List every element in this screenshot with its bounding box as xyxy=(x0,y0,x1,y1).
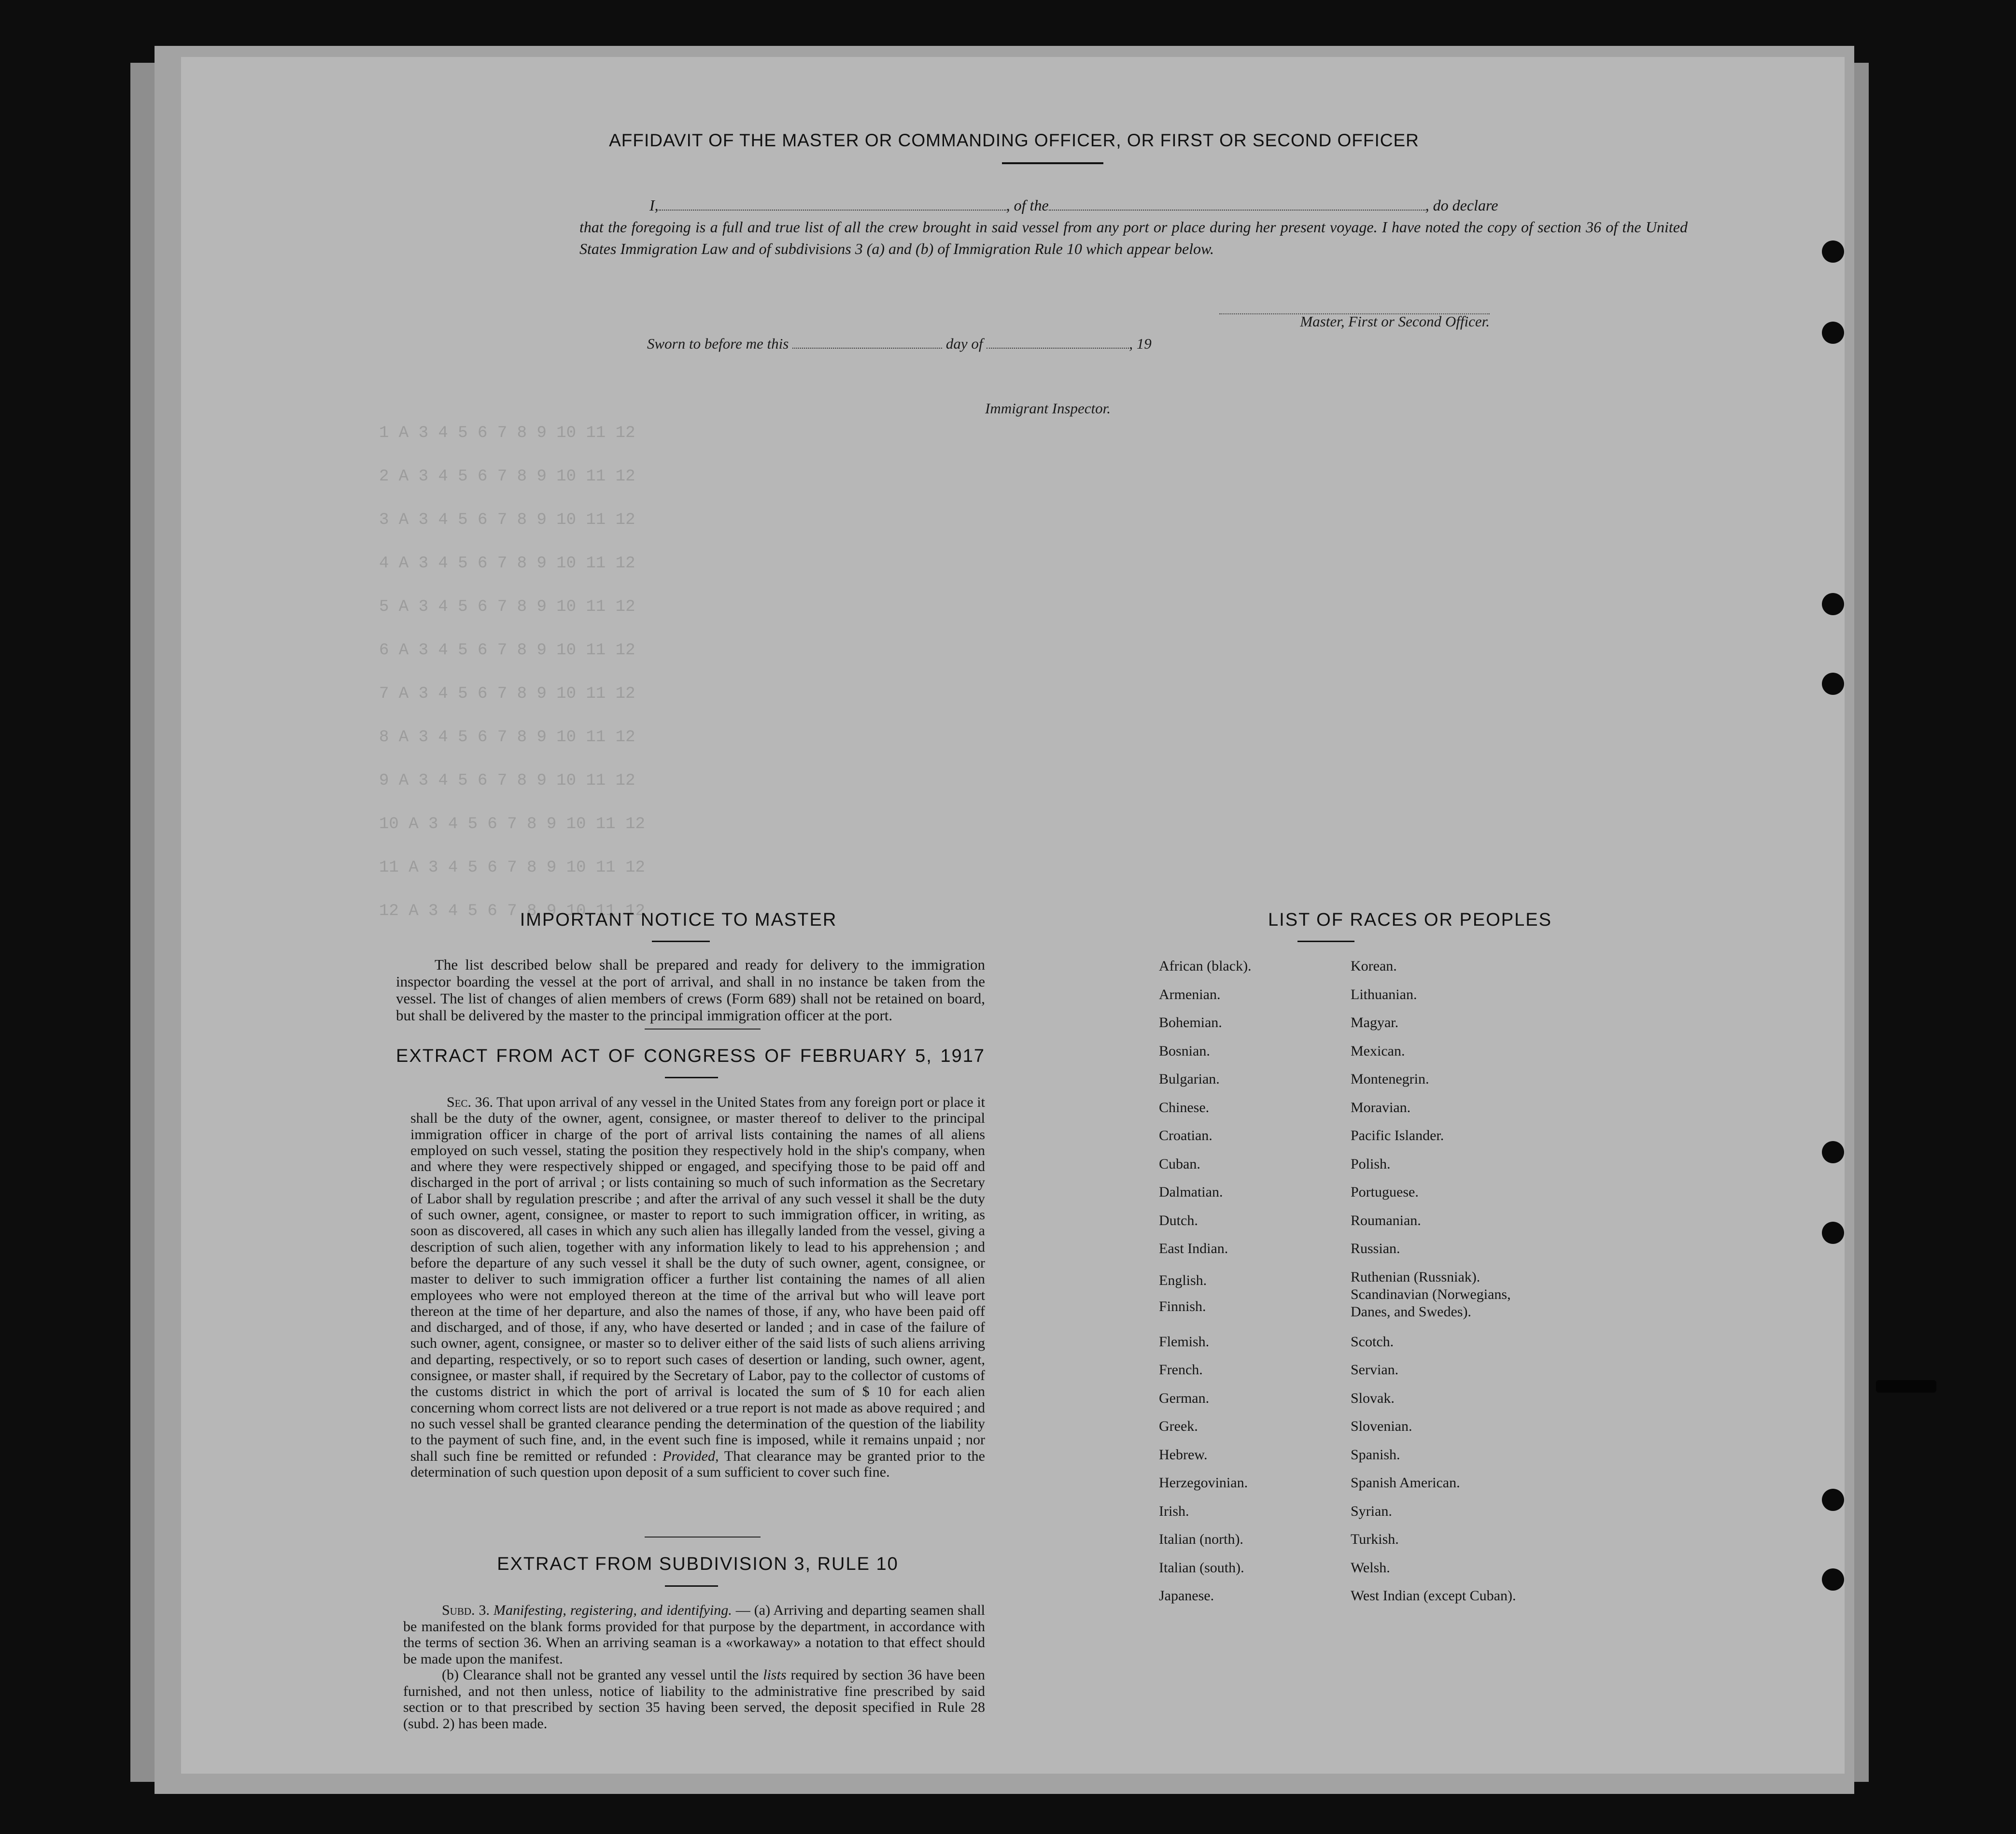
affidavit-title-rule xyxy=(1002,162,1103,164)
sworn-line xyxy=(647,335,1152,353)
notice-body xyxy=(396,956,985,1024)
race-item: Russian. xyxy=(1351,1241,1400,1256)
notice-title-rule xyxy=(652,941,710,942)
race-item: East Indian. xyxy=(1159,1241,1228,1256)
race-item: Scotch. xyxy=(1351,1334,1394,1350)
race-item: Lithuanian. xyxy=(1351,987,1417,1002)
race-item: Flemish. xyxy=(1159,1334,1210,1350)
race-item: Spanish American. xyxy=(1351,1475,1460,1491)
affidavit-declaration xyxy=(579,195,1688,260)
race-item: Roumanian. xyxy=(1351,1213,1421,1228)
race-item: Greek. xyxy=(1159,1418,1198,1434)
year-label: , 19 xyxy=(1129,335,1152,352)
race-item: Slovak. xyxy=(1351,1390,1395,1406)
race-item: Mexican. xyxy=(1351,1043,1405,1059)
act-divider xyxy=(645,1537,761,1538)
punch-hole xyxy=(1822,1489,1844,1511)
race-item: Dalmatian. xyxy=(1159,1184,1223,1200)
act-section-label: Sec. 36. xyxy=(447,1094,493,1110)
punch-hole xyxy=(1822,593,1844,615)
race-item: Armenian. xyxy=(1159,987,1221,1002)
rule-subd-heading: Manifesting, registering, and identifying. xyxy=(493,1602,732,1618)
act-text: That upon arrival of any vessel in the United States from any foreign port or place it shall be the duty of the owner, agent, consignee, or master thereof to deliver to the principal immigration officer in charge of the port of arrival lists containing the names of all aliens employed on such vessel, stating the position they respectively hold in the ship's company, when and where they were respectively shipped or engaged, and specifying those to be paid off and discharged in the port of arrival ; or lists containing so much of such information as the Secretary of Labor shall by regulation prescribe ; and after the arrival of any such vessel it shall be the duty of such owner, agent, consignee, or master to report to such immigration officer, in writing, as soon as discovered, all cases in which any such alien has illegally landed from the vessel, giving a description of such alien, together with any information likely to lead to his apprehension ; and before the departure of any such vessel it shall be the duty of such owner, agent, consignee, or master to deliver to such immigration officer a further list containing the names of all alien employees who were not employed thereon at the time of the arrival but who will leave port thereon at the time of her departure, and also the names of those, if any, who have been paid off and discharged, and of those, if any, who have deserted or landed ; and in case of the failure of such owner, agent, consignee, or master so to deliver either of the said lists of such aliens arriving and departing, respectively, or so to report such cases of desertion or landing, such owner, agent, consignee, or master shall, if required by the Secretary of Labor, pay to the collector of customs of the customs district in which the port of arrival is located the sum of $ 10 for each alien concerning whom correct lists are not delivered or a true report is not made as above required ; and no such vessel shall be granted clearance pending the determination of the question of the liability to the payment of such fine, and, in the event such fine is imposed, while it remains unpaid ; nor shall such fine be remitted or refunded : xyxy=(410,1094,985,1464)
race-item: Portuguese. xyxy=(1351,1184,1419,1200)
punch-hole xyxy=(1822,322,1844,344)
race-item: Dutch. xyxy=(1159,1213,1198,1228)
race-item: Servian. xyxy=(1351,1362,1399,1378)
punch-hole xyxy=(1822,240,1844,263)
race-item: Moravian. xyxy=(1351,1100,1411,1115)
affidavit-title: AFFIDAVIT OF THE MASTER OR COMMANDING OFFICER, OR FIRST OR SECOND OFFICER xyxy=(609,130,1419,150)
punch-hole xyxy=(1822,673,1844,695)
vessel-field[interactable] xyxy=(1049,210,1425,211)
sworn-label: Sworn to before me this xyxy=(647,335,789,352)
punch-hole xyxy=(1822,1568,1844,1591)
rule-subd-label: Subd. 3. xyxy=(442,1602,490,1618)
act-body xyxy=(410,1094,985,1480)
inspector-label: Immigrant Inspector. xyxy=(985,400,1111,417)
sworn-month-field[interactable] xyxy=(987,348,1129,349)
act-title: EXTRACT FROM ACT OF CONGRESS OF FEBRUARY 5, 1917 xyxy=(396,1046,985,1066)
rule-body xyxy=(403,1602,985,1732)
notice-divider xyxy=(645,1029,761,1030)
race-item: Japanese. xyxy=(1159,1588,1214,1604)
race-item: Turkish. xyxy=(1351,1531,1399,1547)
affidavit-do-declare: , do declare xyxy=(1425,197,1498,214)
rule-para-b-rest: required by section 36 have been furnished, and not then unless, notice of liability to the administrative fine prescribed by said section or to that prescribed by section 35 having been served, the deposit specified in Rule 28 (subd. 2) has been made. xyxy=(403,1667,985,1732)
rule-title: EXTRACT FROM SUBDIVISION 3, RULE 10 xyxy=(497,1554,899,1574)
race-item: Cuban. xyxy=(1159,1156,1200,1172)
race-item: Polish. xyxy=(1351,1156,1391,1172)
race-item: Magyar. xyxy=(1351,1015,1399,1030)
race-item: Montenegrin. xyxy=(1351,1071,1429,1087)
sworn-day-field[interactable] xyxy=(792,348,942,349)
race-item: Bosnian. xyxy=(1159,1043,1210,1059)
race-item: German. xyxy=(1159,1390,1210,1406)
rule-title-rule xyxy=(665,1585,718,1587)
race-item: Slovenian. xyxy=(1351,1418,1412,1434)
race-item: French. xyxy=(1159,1362,1203,1378)
signature-label: Master, First or Second Officer. xyxy=(1300,313,1490,330)
race-item: Scandinavian (Norwegians, xyxy=(1351,1286,1511,1302)
race-item: African (black). xyxy=(1159,958,1252,974)
race-item: Danes, and Swedes). xyxy=(1351,1304,1471,1320)
notice-title: IMPORTANT NOTICE TO MASTER xyxy=(520,910,837,930)
rule-para-b-start: (b) Clearance shall not be granted any vessel until the xyxy=(442,1667,759,1683)
race-item: English. xyxy=(1159,1272,1207,1288)
race-item: Syrian. xyxy=(1351,1503,1392,1519)
race-item: Bohemian. xyxy=(1159,1015,1222,1030)
race-item: Welsh. xyxy=(1351,1560,1390,1576)
race-item: Irish. xyxy=(1159,1503,1189,1519)
day-of-label: day of xyxy=(945,335,983,352)
name-field[interactable] xyxy=(659,210,1006,211)
notice-text: The list described below shall be prepared and ready for delivery to the immigration inspector boarding the vessel at the port of arrival, and shall in no instance be taken from the vessel. The list of changes of alien members of crews (Form 689) shall not be retained on board, but shall be delivered by the master to the principal immigration officer at the port. xyxy=(396,956,985,1024)
race-item: Chinese. xyxy=(1159,1100,1210,1115)
affidavit-of-the: , of the xyxy=(1006,197,1049,214)
act-title-rule xyxy=(665,1077,718,1078)
race-item: Bulgarian. xyxy=(1159,1071,1220,1087)
race-item: Italian (north). xyxy=(1159,1531,1243,1547)
punch-hole xyxy=(1822,1222,1844,1244)
races-title: LIST OF RACES OR PEOPLES xyxy=(1268,910,1552,930)
punch-hole xyxy=(1822,1141,1844,1163)
race-item: Italian (south). xyxy=(1159,1560,1244,1576)
race-item: Spanish. xyxy=(1351,1447,1400,1463)
races-title-rule xyxy=(1297,941,1354,942)
race-item: Finnish. xyxy=(1159,1298,1206,1314)
race-item: Croatian. xyxy=(1159,1128,1212,1143)
binder-clip xyxy=(1876,1380,1936,1393)
race-item: Korean. xyxy=(1351,958,1397,974)
act-proviso-text: That clearance may be granted prior to the determination of such question upon deposit of a sum sufficient to cover such fine. xyxy=(410,1448,985,1480)
affidavit-i: I, xyxy=(649,197,659,214)
rule-para-b-lists: lists xyxy=(763,1667,787,1683)
manifest-sheet: 1 A 3 4 5 6 7 8 9 10 11 12 2 A 3 4 5 6 7 8 9 10 11 12 3 A 3 4 5 6 7 8 9 10 11 12 4 A 3 4 5 6 7 8 9 10 11 12 5 A 3 4 5 6 7 8 9 10 11 12 6 A 3 4 5 6 7 8 9 10 11 12 7 A 3 4 5 6 7 8 9 10 11 12 8 A 3 4 5 6 7 8 9 10 11 12 9 A 3 4 5 6 7 8 9 10 11 12 10 A 3 4 5 6 7 8 9 10 11 12 11 A 3 4 5 6 7 8 9 10 11 12 12 A 3 4 5 6 7 8 9 10 11 12 AFFIDAVIT OF THE MASTER OR COMMANDING OFFICER, OR FIRST OR SECOND OFFICER I, , of the , do declare that the foregoing is a full and true list of all the crew brought in said vessel from any port or place during her present voyage. I have noted the copy of section 36 of the United States Immigration Law and of subdivisions 3 (a) and (b) of Immigration Rule 10 which appear below. Master, First or Second Officer. Sworn to before me this day of , 19 Immigrant Inspector. IMPORTANT NOTICE TO MASTER The list described below shall be prepared and ready for delivery to the immigration inspector boarding the vessel at the port of arrival, and shall in no instance be taken from the vessel. The list of changes of alien members of crews (Form 689) shall not be retained on board, but shall be delivered by the master to the principal immigration officer at the port. EXTRACT FROM ACT OF CONGRESS OF FEBRUARY 5, 1917 Sec. 36. That upon arrival of any vessel in the United States from any foreign port or place it shall be the duty of the owner, agent, consignee, or master thereof to deliver to the principal immigration officer in charge of the port of arrival lists containing the names of all aliens employed on such vessel, stating the position they respectively hold in the ship's company, when and where they were respectively shipped or engaged, and specifying those to be paid off and discharged in the port of arrival ; or lists containing so much of such information as the Secretary of Labor shall by regulation prescribe ; and after the arrival of any such vessel it shall be the duty of such owner, agent, consignee, or master to report to such immigration officer, in writing, as soon as discovered, all cases in which any such alien has illegally landed from the vessel, giving a description of such alien, together with any information likely to lead to his apprehension ; and before the departure of any such vessel it shall be the duty of such owner, agent, consignee, or master to deliver to such immigration officer a further list containing the names of all alien employees who were not employed thereon at the time of the arrival but who will leave port thereon at the time of her departure, and also the names of those, if any, who have been paid off and discharged, and of those, if any, who have deserted or landed ; and in case of the failure of such owner, agent, consignee, or master so to deliver either of the said lists of such aliens arriving and departing, respectively, or so to report such cases of desertion or landing, such owner, agent, consignee, or master shall, if required by the Secretary of Labor, pay to the collector of customs of the customs district in which the port of arrival is located the sum of $ 10 for each alien concerning whom correct lists are not delivered or a true report is not made as above required ; and no such vessel shall be granted clearance pending the determination of the question of the liability to the payment of such fine, and, in the event such fine is imposed, while it remains unpaid ; nor shall such fine be remitted or refunded : Provided, That clearance may be granted prior to the determination of such question upon deposit of a sum sufficient to cover such fine. EXTRACT FROM SUBDIVISION 3, RULE 10 Subd. 3. Manifesting, registering, and identifying. — (a) Arriving and departing seamen shall be manifested on the blank forms provided for that purpose by the department, in accordance with the terms of section 36. When an arriving seaman is a «workaway» a notation to that effect should be made upon the manifest. (b) Clearance shall not be granted any vessel until the lists required by section 36 have been furnished, and not then unless, notice of liability to the administrative fine prescribed by said section or to that prescribed by section 35 having been served, the deposit specified in Rule 28 (subd. 2) has been made. LIST OF RACES OR PEOPLES African (black). Armenian. Bohemian. Bosnian. Bulgarian. Chinese. Croatian. Cuban. Dalmatian. Dutch. East Indian. English. Finnish. Flemish. French. German. Greek. Hebrew. Herzegovinian. Irish. Italian (north). Italian (south). Japanese. Korean. Lithuanian. Magyar. Mexican. Montenegrin. Moravian. Pacific Islander. Polish. Portuguese. Roumanian. Russian. Ruthenian (Russniak). Scandinavian (Norwegians, Danes, and Swedes). Scotch. Servian. Slovak. Slovenian. Spanish. Spanish American. Syrian. Turkish. Welsh. West Indian (except Cuban). xyxy=(181,57,1845,1774)
race-item: West Indian (except Cuban). xyxy=(1351,1588,1516,1604)
rule-para-a: — (a) Arriving and departing seamen shall be manifested on the blank forms provided for that purpose by the department, in accordance with the terms of section 36. When an arriving seaman is a «workaway» a notation to that effect should be made upon the manifest. xyxy=(403,1602,985,1667)
race-item: Hebrew. xyxy=(1159,1447,1208,1463)
affidavit-body: that the foregoing is a full and true list of all the crew brought in said vessel from any port or place during her present voyage. I have noted the copy of section 36 of the United States Immigration Law and of subdivisions 3 (a) and (b) of Immigration Rule 10 which appear below. xyxy=(579,218,1688,257)
race-item: Pacific Islander. xyxy=(1351,1128,1444,1143)
act-proviso-label: Provided, xyxy=(663,1448,719,1464)
race-item: Herzegovinian. xyxy=(1159,1475,1248,1491)
race-item: Ruthenian (Russniak). xyxy=(1351,1269,1480,1285)
